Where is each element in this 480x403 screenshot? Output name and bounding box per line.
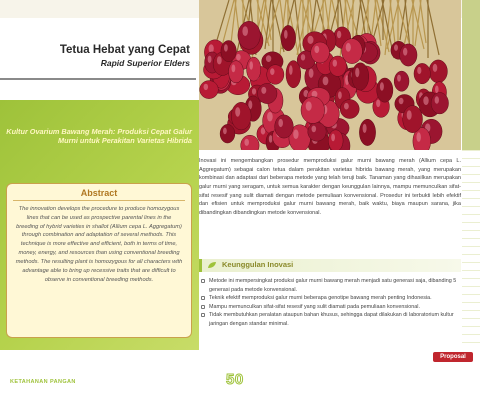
page-subtitle: Rapid Superior Elders [100,58,190,68]
leaf-icon [208,262,216,269]
page-number: 50 [226,371,244,388]
title-block [0,44,190,68]
advantages-header [199,259,461,272]
proposal-badge: Proposal [433,352,473,362]
list-item: Tidak membutuhkan peralatan ataupun bahan khusus, sehingga dapat dilakukan di laboratorium kultur jaringan dengan standar minimal. [201,311,463,328]
advantages-title: Keunggulan Inovasi [222,260,294,269]
checkbox-bullet-icon [201,296,205,300]
abstract-title: Abstract [13,188,185,201]
checkbox-bullet-icon [201,313,205,317]
panel-heading: Kultur Ovarium Bawang Merah: Produksi Cepat Galur Murni untuk Perakitan Varietas Hibrida [6,127,192,146]
checkbox-bullet-icon [201,305,205,309]
side-strip [462,0,480,150]
title-divider [0,78,196,80]
list-item: Metode ini mempersingkat produksi galur murni bawang merah menjadi satu generasi saja, dibanding 5 generasi pada metode konvensional. [201,277,463,294]
abstract-box [6,183,192,338]
page-title: Tetua Hebat yang Cepat [59,44,190,56]
advantages-list [201,277,463,328]
list-item: Mampu memunculkan sifat-sifat resesif yang sulit diamati pada pemuliaan konvensional. [201,303,463,312]
list-item: Teknik efektif memproduksi galur murni beberapa genotipe bawang merah penting Indonesia. [201,294,463,303]
footer-section-label: KETAHANAN PANGAN [10,379,76,385]
shallot-photo [199,0,461,150]
body-paragraph: Inovasi ini mengembangkan prosedur memproduksi galur murni bawang merah (Allium cepa L. Aggregatum) sebagai calon tetua dalam perakitan varietas hibrida bawang merah, yang merupakan kombinasi dan adaptasi dari beberapa metode yang telah teruji baik. Tanaman yang dihasilkan merupakan galur murni yang seragam, untuk semua karakter dengan keunggulan lainnya, mampu memunculkan sifat-sifat resesif yang sulit diamati dengan metode pemuliaan konvensional. Prosedur ini terbukti lebih efektif dan efisien untuk memproduksi galur murni bawang merah, baik waktu, biaya maupun sarana, jika dibandingkan dibandingkan metode konvensional. [199,158,461,217]
checkbox-bullet-icon [201,279,205,283]
side-grid [462,150,480,350]
abstract-text: The innovation develops the procedure to produce homozygous lines that can be used as prospective parental lines in the breeding of hybrid varieties in shallot (Allium cepa L. Aggregatum) through combination and adaptation of several methods. This technique is more effective and efficient, both in terms of time, money, energy, and resources than using conventional breeding methods. The resulting plant is homozygous for all characters with advantage able to bring up recessive traits that are difficult to observe in conventional breeding methods. [15,206,183,283]
